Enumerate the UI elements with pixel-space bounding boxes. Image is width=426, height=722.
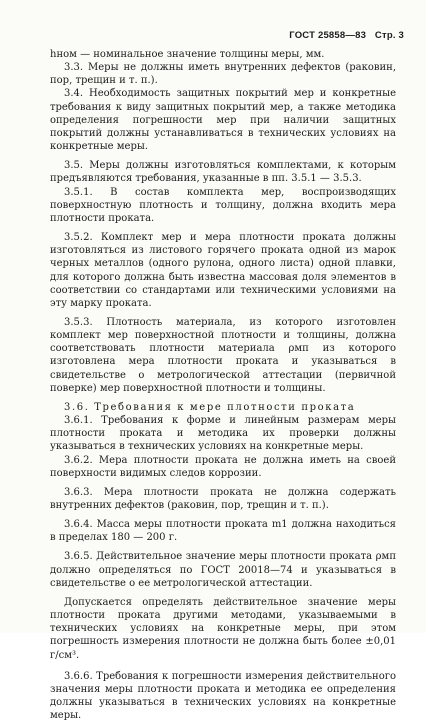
- paragraph-3-4: 3.4. Необходимость защитных покрытий мер и конкретные требования к виду защитных покрытий мер, а также методика определения погрешности мер при наличии защитных покрытий должны устанавливаться в технических условиях на конкретные меры.: [50, 88, 396, 153]
- paragraph-3-6-3: 3.6.3. Мера плотности проката не должна содержать внутренних дефектов (раковин, пор, трещин и т. п.).: [50, 486, 396, 511]
- section-heading-3-6: 3.6. Требования к мере плотности проката: [64, 401, 356, 413]
- paragraph-3-6-1: 3.6.1. Требования к форме и линейным размерам меры плотности проката и методика их проверки должны указываться в технических условиях на конкретные меры.: [50, 415, 396, 453]
- page-number: Стр. 3: [374, 30, 404, 41]
- body-text: [50, 48, 396, 722]
- paragraph-3-6-2: 3.6.2. Мера плотности проката не должна иметь на своей поверхности видимых следов коррозии.: [50, 454, 396, 479]
- paragraph-3-6-4: 3.6.4. Масса меры плотности проката m1 должна находиться в пределах 180 — 200 г.: [50, 519, 396, 544]
- paragraph-alt-methods: Допускается определять действительное значение меры плотности проката другими методами, указываемыми в технических условиях на конкретные меры, при этом погрешность измерения плотности не должна быть более ±0,01 г/см³.: [50, 596, 396, 661]
- paragraph-3-5-2: 3.5.2. Комплект мер и мера плотности проката должны изготовляться из листового горячего проката одной из марок черных металлов (одного рулона, одного листа) одной плавки, для которого должна быть известна массовая доля элементов в соответствии со стандартами или техническими условиями на эту марку проката.: [50, 232, 396, 309]
- standard-number: ГОСТ 25858—83: [289, 30, 367, 41]
- paragraph-3-6-6: 3.6.6. Требования к погрешности измерения действительного значения меры плотности проката и методика ее определения должны указываться в технических условиях на конкретные меры.: [50, 670, 396, 722]
- paragraph-3-5-1: 3.5.1. В состав комплекта мер, воспроизводящих поверхностную плотность и толщину, должна входить мера плотности проката.: [50, 186, 396, 224]
- paragraph-hnom-definition: hном — номинальное значение толщины меры, мм.: [50, 49, 325, 60]
- paragraph-3-5-3: 3.5.3. Плотность материала, из которого изготовлен комплект мер поверхностной плотности и толщины, должна соответствовать плотности материала ρмп из которого изготовлена мера плотности проката и указываться в свидетельстве о метрологической аттестации (первичной поверке) мер поверхностной плотности и толщины.: [50, 316, 396, 394]
- paragraph-3-6-5: 3.6.5. Действительное значение меры плотности проката ρмп должно определяться по ГОСТ 20018—74 и указываться в свидетельстве о ее метрологической аттестации.: [50, 551, 396, 589]
- paragraph-3-5: 3.5. Меры должны изготовляться комплектами, к которым предъявляются требования, указанные в пп. 3.5.1 — 3.5.3.: [50, 160, 396, 185]
- paragraph-3-3: 3.3. Меры не должны иметь внутренних дефектов (раковин, пор, трещин и т. п.).: [50, 62, 396, 87]
- page-header: [289, 30, 404, 41]
